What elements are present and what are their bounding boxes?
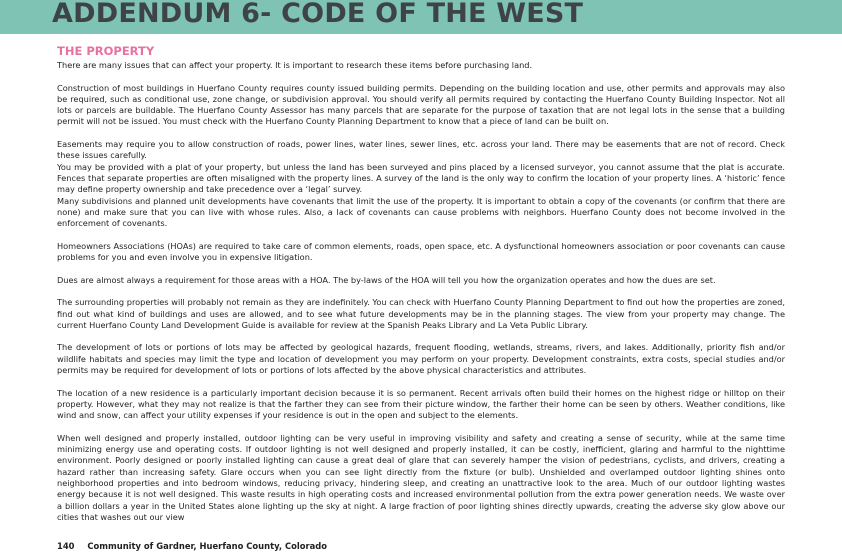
paragraph-easements: Easements may require you to allow construction of roads, power lines, water lines, sewer lines, etc. across your land. There may be easements that are not of record. Check these issues carefully. [57,139,785,161]
header-band [0,0,842,34]
section-title: THE PROPERTY [57,44,155,58]
page-footer [57,541,333,551]
page-number: 140 [57,541,75,551]
paragraph-surrounding-properties: The surrounding properties will probably not remain as they are indefinitely. You can check with Huerfano County Planning Department to find out how the properties are zoned, find out what kind of buildings and uses are allowed, and to see what future developments may be in the planning stages. The view from your property may change. The current Huerfano County Land Development Guide is available for review at the Spanish Peaks Library and La Veta Public Library. [57,297,785,330]
paragraph-building-permits: Construction of most buildings in Huerfano County requires county issued building permits. Depending on the building location and use, other permits and approvals may also be required, such as conditional use, zone change, or subdivision approval. You should verify all permits required by contacting the Huerfano County Building Inspector. Not all lots or parcels are buildable. The Huerfano County Assessor has many parcels that are separate for the purpose of taxation that are not legal lots in the sense that a building permit will not be issued. You must check with the Huerfano County Planning Department to know that a piece of land can be built on. [57,82,785,127]
paragraph-hoa: Homeowners Associations (HOAs) are required to take care of common elements, roads, open space, etc. A dysfunctional homeowners association or poor covenants can cause problems for you and even involve you in expensive litigation. [57,240,785,263]
page-title: ADDENDUM 6- CODE OF THE WEST [52,0,584,29]
paragraph-outdoor-lighting: When well designed and properly installed, outdoor lighting can be very useful in improving visibility and safety and creating a sense of security, while at the same time minimizing energy use and operating costs. If outdoor lighting is not well designed and properly installed, it can be costly, inefficient, glaring and harmful to the nighttime environment. Poorly designed or poorly installed lighting can cause a great deal of glare that can severely hamper the vision of pedestrians, cyclists, and drivers, creating a hazard rather than increasing safety. Glare occurs when you can see light directly from the fixture (or bulb). Unshielded and overlamped outdoor lighting shines onto neighborhood properties and into bedroom windows, reducing privacy, hindering sleep, and creating an unattractive look to the area. Much of our outdoor lighting wastes energy because it is not well designed. This waste results in high operating costs and increased environmental pollution from the extra power generation needs. We waste over a billion dollars a year in the United States alone lighting up the sky at night. A large fraction of poor lighting shines directly upwards, creating the adverse sky glow above our cities that washes out our view [57,432,785,522]
body-content [57,60,785,534]
paragraph-dues: Dues are almost always a requirement for those areas with a HOA. The by-laws of the HOA will tell you how the organization operates and how the dues are set. [57,274,716,285]
paragraph-plat-survey: You may be provided with a plat of your property, but unless the land has been surveyed and pins placed by a licensed surveyor, you cannot assume that the plat is accurate. Fences that separate properties are often misaligned with the property lines. A survey of the land is the only way to confirm the location of your property lines. A ‘historic’ fence may define property ownership and take precedence over a ‘legal’ survey. [57,161,785,195]
footer-caption: Community of Gardner, Huerfano County, Colorado [87,541,328,551]
paragraph-intro: There are many issues that can affect your property. It is important to research these items before purchasing land. [57,60,533,70]
paragraph-development-constraints: The development of lots or portions of lots may be affected by geological hazards, frequent flooding, wetlands, streams, rivers, and lakes. Additionally, priority fish and/or wildlife habitats and species may limit the type and location of development you may perform on your property. Development constraints, extra costs, special studies and/or permits may be required for development of lots or portions of lots affected by the above physical characteristics and attributes. [57,342,785,376]
paragraph-residence-location: The location of a new residence is a particularly important decision because it is so permanent. Recent arrivals often build their homes on the highest ridge or hilltop on their property. However, what they may not realize is that the farther they can see from their picture window, the farther their home can be seen by others. Weather conditions, like wind and snow, can affect your utility expenses if your residence is out in the open and subject to the elements. [57,387,785,421]
paragraph-covenants: Many subdivisions and planned unit developments have covenants that limit the use of the property. It is important to obtain a copy of the covenants (or confirm that there are none) and make sure that you can live with whose rules. Also, a lack of covenants can cause problems with neighbors. Huerfano County does not become involved in the enforcement of covenants. [57,195,785,229]
